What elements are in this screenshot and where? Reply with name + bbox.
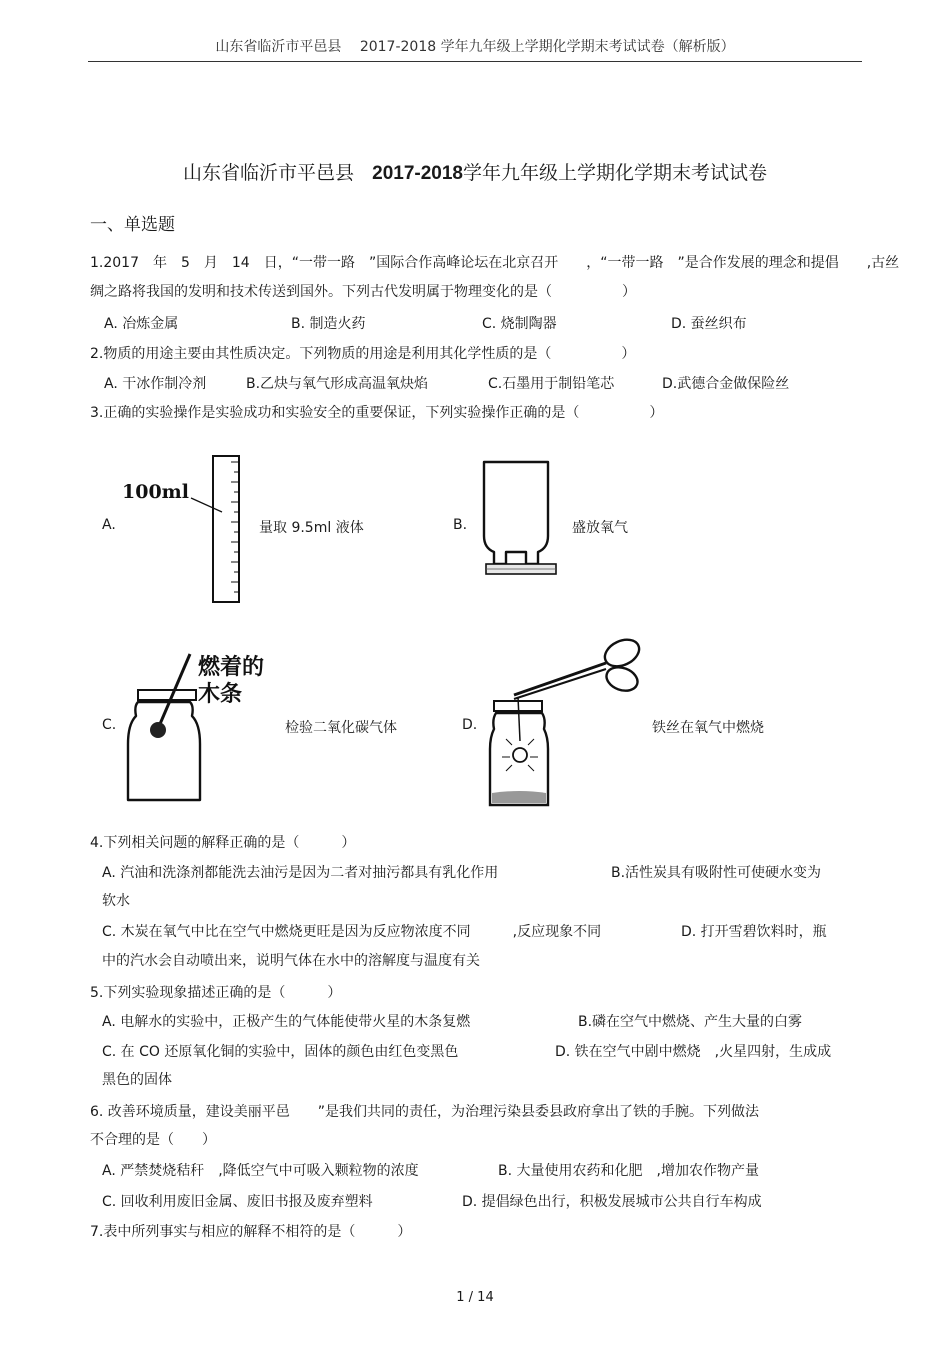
q3-label-a: A. (102, 517, 116, 533)
co2-test-figure (124, 644, 289, 809)
q3-desc-c: 检验二氧化碳气体 (285, 720, 397, 736)
q1-option-c: C. 烧制陶器 (482, 316, 557, 332)
q5-stem: 5.下列实验现象描述正确的是（ ） (90, 985, 342, 1001)
gas-bottle-figure (476, 456, 566, 586)
q5-option-b: B.磷在空气中燃烧、产生大量的白雾 (578, 1014, 803, 1030)
q1-option-b: B. 制造火药 (291, 316, 366, 332)
q3-desc-d: 铁丝在氧气中燃烧 (652, 720, 764, 736)
q6-option-a: A. 严禁焚烧秸秆 ,降低空气中可吸入颗粒物的浓度 (102, 1163, 419, 1179)
document-title (0, 158, 950, 185)
q4-option-d-cont: 中的汽水会自动喷出来，说明气体在水中的溶解度与温度有关 (102, 953, 480, 969)
q6-option-d: D. 提倡绿色出行，积极发展城市公共自行车构成 (462, 1194, 762, 1210)
title-suffix: 学年九年级上学期化学期末考试试卷 (463, 162, 768, 184)
q1-line2: 绸之路将我国的发明和技术传送到国外。下列古代发明属于物理变化的是（ ） (90, 284, 636, 300)
q1-option-a: A. 冶炼金属 (104, 316, 179, 332)
iron-wire-combustion-figure (484, 633, 654, 813)
q5-option-d: D. 铁在空气中剧中燃烧 ,火星四射，生成成 (555, 1044, 832, 1060)
q3-label-d: D. (462, 717, 478, 733)
q3-desc-b: 盛放氧气 (572, 520, 628, 536)
header-divider (88, 61, 862, 62)
q2-option-a: A. 干冰作制冷剂 (104, 376, 207, 392)
q4-option-a: A. 汽油和洗涤剂都能洗去油污是因为二者对抽污都具有乳化作用 (102, 865, 499, 881)
burning-stick-label-1: 燃着的 (198, 655, 265, 680)
q3-stem: 3.正确的实验操作是实验成功和实验安全的重要保证，下列实验操作正确的是（ ） (90, 405, 664, 421)
q4-option-d: D. 打开雪碧饮料时，瓶 (681, 924, 827, 940)
graduated-cylinder-figure (118, 452, 248, 607)
q1-option-d: D. 蚕丝织布 (671, 316, 747, 332)
q2-stem: 2.物质的用途主要由其性质决定。下列物质的用途是利用其化学性质的是（ ） (90, 346, 636, 362)
q5-option-d-cont: 黑色的固体 (102, 1072, 172, 1088)
q7-stem: 7.表中所列事实与相应的解释不相符的是（ ） (90, 1224, 412, 1240)
q6-option-b: B. 大量使用农药和化肥 ,增加农作物产量 (498, 1163, 759, 1179)
q2-option-c: C.石墨用于制铅笔芯 (488, 376, 615, 392)
q4-stem: 4.下列相关问题的解释正确的是（ ） (90, 835, 356, 851)
q5-option-a: A. 电解水的实验中，正极产生的气体能使带火星的木条复燃 (102, 1014, 471, 1030)
page-number: 1 / 14 (456, 1290, 494, 1305)
running-header: 山东省临沂市平邑县 2017-2018 学年九年级上学期化学期末考试试卷（解析版） (215, 39, 735, 55)
q4-option-c: C. 木炭在氧气中比在空气中燃烧更旺是因为反应物浓度不同 ,反应现象不同 (102, 924, 602, 940)
cylinder-reading-label: 100ml (122, 481, 189, 503)
q5-option-c: C. 在 CO 还原氧化铜的实验中，固体的颜色由红色变黑色 (102, 1044, 459, 1060)
q2-option-b: B.乙炔与氧气形成高温氧炔焰 (246, 376, 429, 392)
q6-line2: 不合理的是（ ） (90, 1132, 216, 1148)
title-prefix: 山东省临沂市平邑县 (182, 162, 354, 184)
q3-desc-a: 量取 9.5ml 液体 (259, 520, 364, 536)
section-title: 一、单选题 (90, 215, 175, 235)
q2-option-d: D.武德合金做保险丝 (662, 376, 790, 392)
q3-label-c: C. (102, 717, 117, 733)
burning-stick-label-2: 木条 (198, 682, 243, 707)
title-years: 2017-2018 (372, 163, 463, 184)
q4-option-b-cont: 软水 (102, 893, 130, 909)
q1-line1: 1.2017 年 5 月 14 日，“一带一路 ”国际合作高峰论坛在北京召开 ，“一带一路 ”是合作发展的理念和提倡 ,古丝 (90, 255, 900, 271)
q6-line1: 6. 改善环境质量，建设美丽平邑 ”是我们共同的责任，为治理污染县委县政府拿出了铁的手腕。下列做法 (90, 1104, 760, 1120)
q4-option-b: B.活性炭具有吸附性可使硬水变为 (611, 865, 822, 881)
q6-option-c: C. 回收利用废旧金属、废旧书报及废弃塑料 (102, 1194, 373, 1210)
q3-label-b: B. (453, 517, 468, 533)
